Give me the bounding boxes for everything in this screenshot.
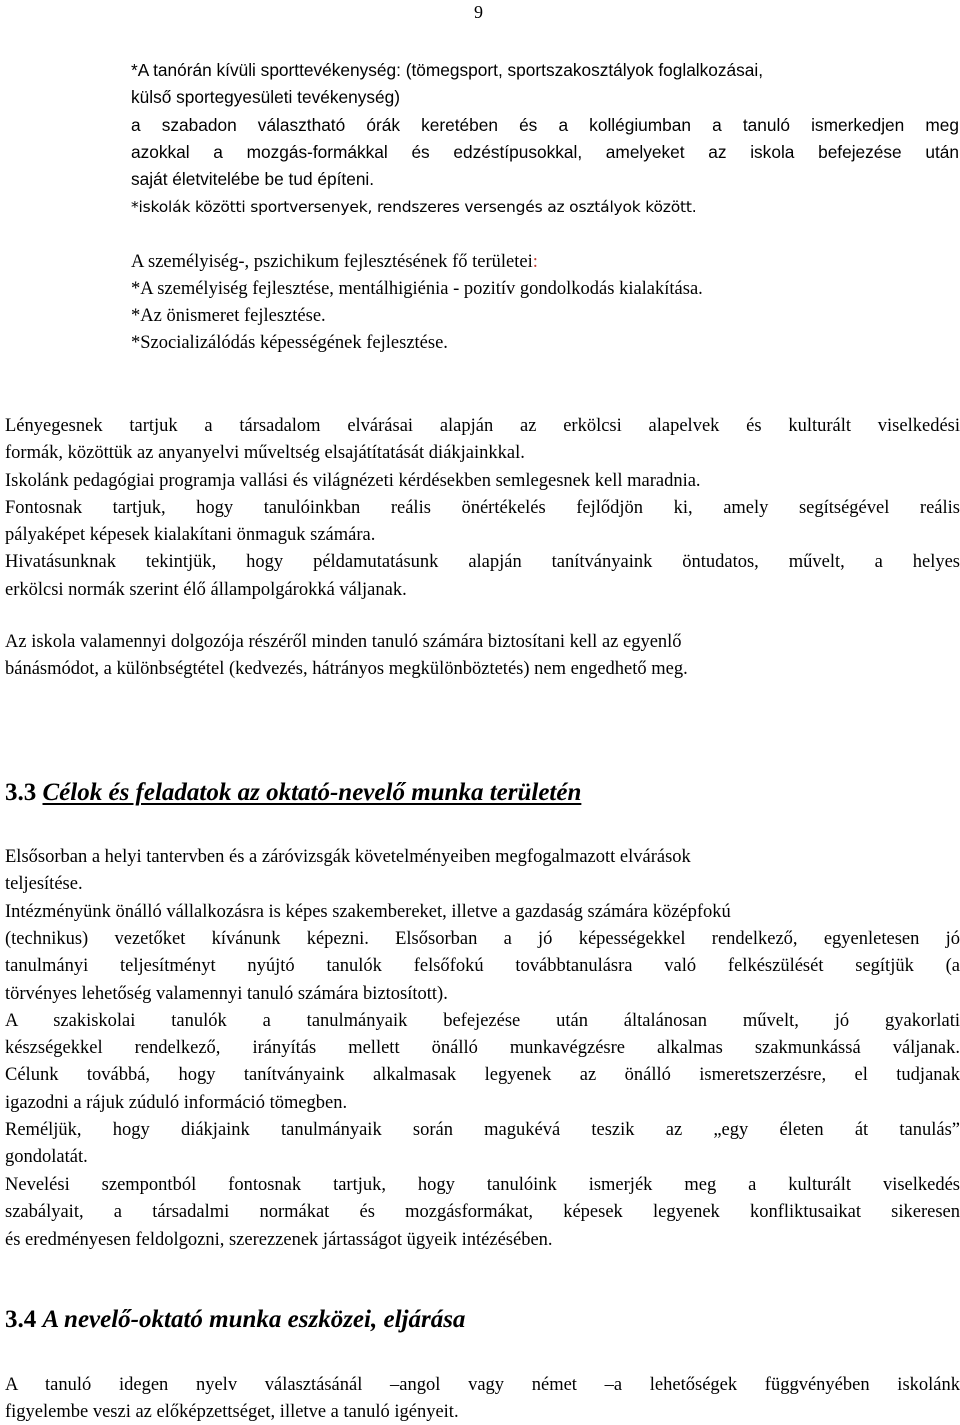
subsection-heading: A személyiség-, pszichikum fejlesztésének fő területei: [131, 252, 538, 272]
text-line: *A tanórán kívüli sporttevékenység: (tömegsport, sportszakosztályok foglalkozásai, [131, 60, 764, 80]
text-line: gondolatát. [5, 1147, 88, 1167]
text-line: Intézményünk önálló vállalkozásra is képes szakembereket, illetve a gazdaság számára középfokú [5, 902, 731, 922]
list-item: *Az önismeret fejlesztése. [131, 306, 326, 326]
text-line: igazodni a rájuk zúduló információ tömegben. [5, 1093, 348, 1113]
text-line: Az iskola valamennyi dolgozója részéről minden tanuló számára biztosítani kell az egyenlő [5, 632, 682, 652]
list-item: *A személyiség fejlesztése, mentálhigiénia - pozitív gondolkodás kialakítása. [131, 279, 703, 299]
text-line: Hivatásunknak tekintjük, hogy példamutatásunk alapján tanítványaink öntudatos, művelt, a helyes [5, 552, 960, 572]
text-line: bánásmódot, a különbségtétel (kedvezés, hátrányos megkülönböztetés) nem engedhető meg. [5, 659, 688, 679]
text-line: erkölcsi normák szerint élő állampolgárokká váljanak. [5, 580, 407, 600]
text-line: A tanuló idegen nyelv választásánál –angol vagy német –a lehetőségek függvényében iskolánk [5, 1375, 960, 1395]
text-line: szabályait, a társadalmi normákat és mozgásformákat, képesek legyenek konfliktusaikat sikeresen [5, 1202, 960, 1222]
text-line: A szakiskolai tanulók a tanulmányaik befejezése után általánosan művelt, jó gyakorlati [5, 1011, 960, 1031]
text-line: Fontosnak tartjuk, hogy tanulóinkban reális önértékelés fejlődjön ki, amely segítségével reális [5, 498, 960, 518]
text-line: *iskolák közötti sportversenyek, rendszeres versengés az osztályok között. [131, 198, 697, 216]
page-number: 9 [474, 2, 483, 22]
text-line: azokkal a mozgás-formákkal és edzéstípusokkal, amelyeket az iskola befejezése után [131, 142, 959, 162]
text-line: figyelembe veszi az előképzettséget, illetve a tanuló igényeit. [5, 1402, 459, 1422]
text-line: Lényegesnek tartjuk a társadalom elvárásai alapján az erkölcsi alapelvek és kulturált viselkedési [5, 416, 960, 436]
text-line: törvényes lehetőség valamennyi tanuló számára biztosított). [5, 984, 448, 1004]
text-line: tanulmányi teljesítményt nyújtó tanulók felsőfokú továbbtanulásra való felkészülését segítjük (a [5, 956, 960, 976]
text-line: Nevelési szempontból fontosnak tartjuk, hogy tanulóink ismerjék meg a kulturált viselkedés [5, 1175, 960, 1195]
text-line: Reméljük, hogy diákjaink tanulmányaik során magukévá teszik az „egy életen át tanulás” [5, 1120, 960, 1140]
text-line: és eredményesen feldolgozni, szerezzenek jártasságot ügyeik intézésében. [5, 1230, 553, 1250]
text-line: külső sportegyesületi tevékenység) [131, 87, 400, 107]
text-line: Iskolánk pedagógiai programja vallási és világnézeti kérdésekben semlegesnek kell maradnia. [5, 471, 701, 491]
text-line: a szabadon választható órák keretében és a kollégiumban a tanuló ismerkedjen meg [131, 115, 959, 135]
text-line: formák, közöttük az anyanyelvi műveltség elsajátítatását diákjainkkal. [5, 443, 525, 463]
section-heading: 3.3 Célok és feladatok az oktató-nevelő munka területén [5, 779, 582, 806]
text-line: saját életvitelébe be tud építeni. [131, 169, 375, 189]
list-item: *Szocializálódás képességének fejlesztése. [131, 333, 448, 353]
text-line: készségekkel rendelkező, irányítás mellett önálló munkavégzésre alkalmas szakmunkássá váljanak. [5, 1038, 960, 1058]
text-line: Elsősorban a helyi tantervben és a záróvizsgák követelményeiben megfogalmazott elvárások [5, 847, 691, 867]
text-line: pályaképet képesek kialakítani önmaguk számára. [5, 525, 376, 545]
text-line: Célunk továbbá, hogy tanítványaink alkalmasak legyenek az önálló ismeretszerzésre, el tudjanak [5, 1065, 960, 1085]
text-line: (technikus) vezetőket kívánunk képezni. Elsősorban a jó képességekkel rendelkező, egyenletesen jó [5, 929, 960, 949]
text-line: teljesítése. [5, 874, 83, 894]
section-heading: 3.4 A nevelő-oktató munka eszközei, eljárása [5, 1306, 466, 1333]
